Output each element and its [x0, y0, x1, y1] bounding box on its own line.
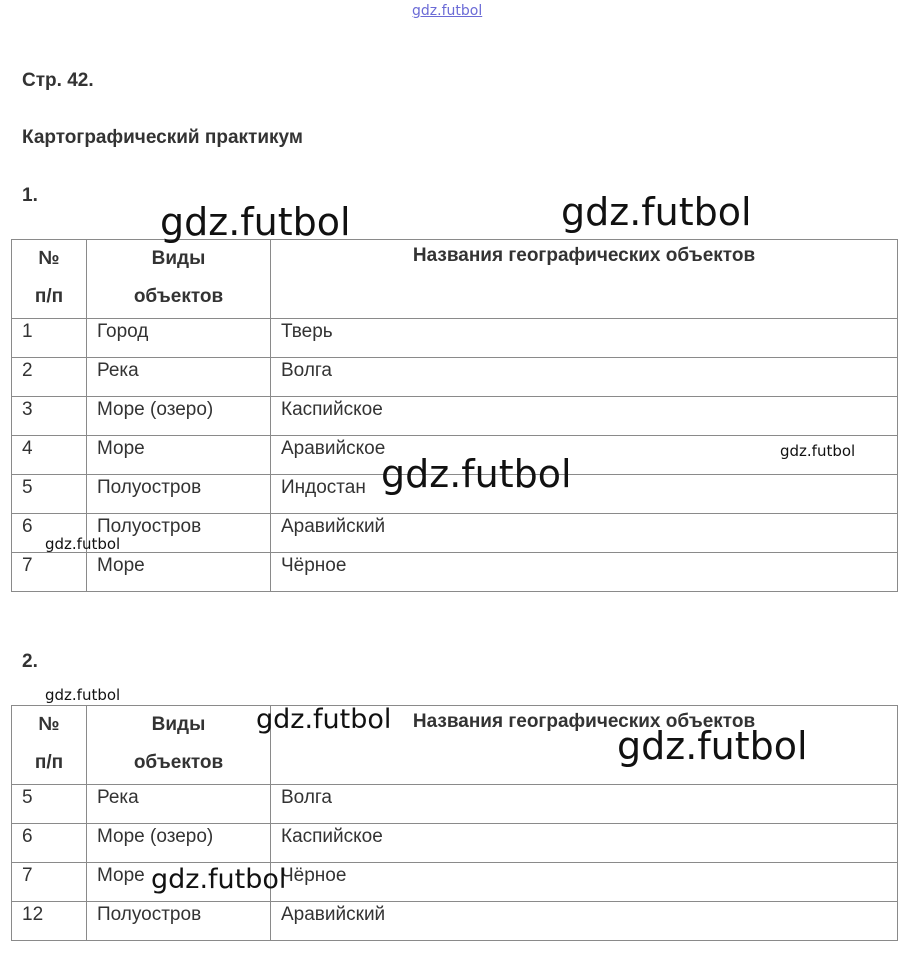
table-row [12, 863, 898, 902]
table-row [12, 514, 898, 553]
cell-number: 2 [12, 358, 87, 397]
header-number [12, 240, 87, 319]
watermark-text: gdz.futbol [381, 452, 572, 496]
watermark-text: gdz.futbol [160, 200, 351, 244]
cell-kind: Река [87, 785, 271, 824]
cell-number: 4 [12, 436, 87, 475]
section-title: Картографический практикум [22, 127, 303, 148]
table-row [12, 785, 898, 824]
cell-kind: Море [87, 863, 271, 902]
table-row [12, 358, 898, 397]
cell-number: 5 [12, 785, 87, 824]
watermark-text: gdz.futbol [561, 190, 752, 234]
cell-kind: Полуостров [87, 514, 271, 553]
header-kind [87, 240, 271, 319]
watermark-link[interactable]: gdz.futbol [412, 3, 483, 19]
header-number [12, 706, 87, 785]
cell-kind: Море [87, 436, 271, 475]
watermark-text: gdz.futbol [780, 442, 856, 460]
header-number-line2: п/п [34, 752, 64, 773]
cell-name: Волга [271, 785, 898, 824]
cell-name: Чёрное [271, 863, 898, 902]
watermark-text: gdz.futbol [45, 686, 121, 704]
header-number-line2: п/п [34, 286, 64, 307]
cell-kind: Море (озеро) [87, 397, 271, 436]
cell-number: 3 [12, 397, 87, 436]
cell-name: Волга [271, 358, 898, 397]
cell-number: 6 [12, 824, 87, 863]
cell-kind: Море [87, 553, 271, 592]
header-kind-line1: Виды [151, 714, 206, 735]
table-header-row [12, 240, 898, 319]
watermark-text: gdz.futbol [45, 535, 121, 553]
task-1-table [11, 239, 898, 592]
header-number-line1: № [38, 714, 60, 735]
cell-name: Тверь [271, 319, 898, 358]
watermark-text: gdz.futbol [256, 704, 392, 735]
cell-number: 7 [12, 553, 87, 592]
cell-kind: Полуостров [87, 902, 271, 941]
cell-number: 6 [12, 514, 87, 553]
header-kind [87, 706, 271, 785]
task-1-number: 1. [22, 185, 38, 206]
page-heading: Стр. 42. [22, 70, 94, 91]
table-row [12, 902, 898, 941]
cell-name: Аравийский [271, 902, 898, 941]
cell-number: 1 [12, 319, 87, 358]
table-row [12, 553, 898, 592]
cell-number: 5 [12, 475, 87, 514]
cell-kind: Река [87, 358, 271, 397]
cell-kind: Море (озеро) [87, 824, 271, 863]
table-row [12, 824, 898, 863]
cell-name: Чёрное [271, 553, 898, 592]
header-kind-line1: Виды [151, 248, 206, 269]
cell-name: Аравийское [271, 436, 898, 475]
cell-kind: Полуостров [87, 475, 271, 514]
cell-name: Каспийское [271, 824, 898, 863]
header-number-line1: № [38, 248, 60, 269]
table-row [12, 319, 898, 358]
header-names: Названия географических объектов [271, 240, 898, 319]
table-row [12, 397, 898, 436]
cell-name: Аравийский [271, 514, 898, 553]
cell-name: Индостан [271, 475, 898, 514]
header-names: Названия географических объектов [271, 706, 898, 785]
cell-number: 12 [12, 902, 87, 941]
cell-name: Каспийское [271, 397, 898, 436]
watermark-text: gdz.futbol [151, 864, 287, 895]
header-kind-line2: объектов [133, 752, 224, 773]
cell-kind: Город [87, 319, 271, 358]
task-2-number: 2. [22, 651, 38, 672]
cell-number: 7 [12, 863, 87, 902]
watermark-text: gdz.futbol [617, 724, 808, 768]
header-kind-line2: объектов [133, 286, 224, 307]
